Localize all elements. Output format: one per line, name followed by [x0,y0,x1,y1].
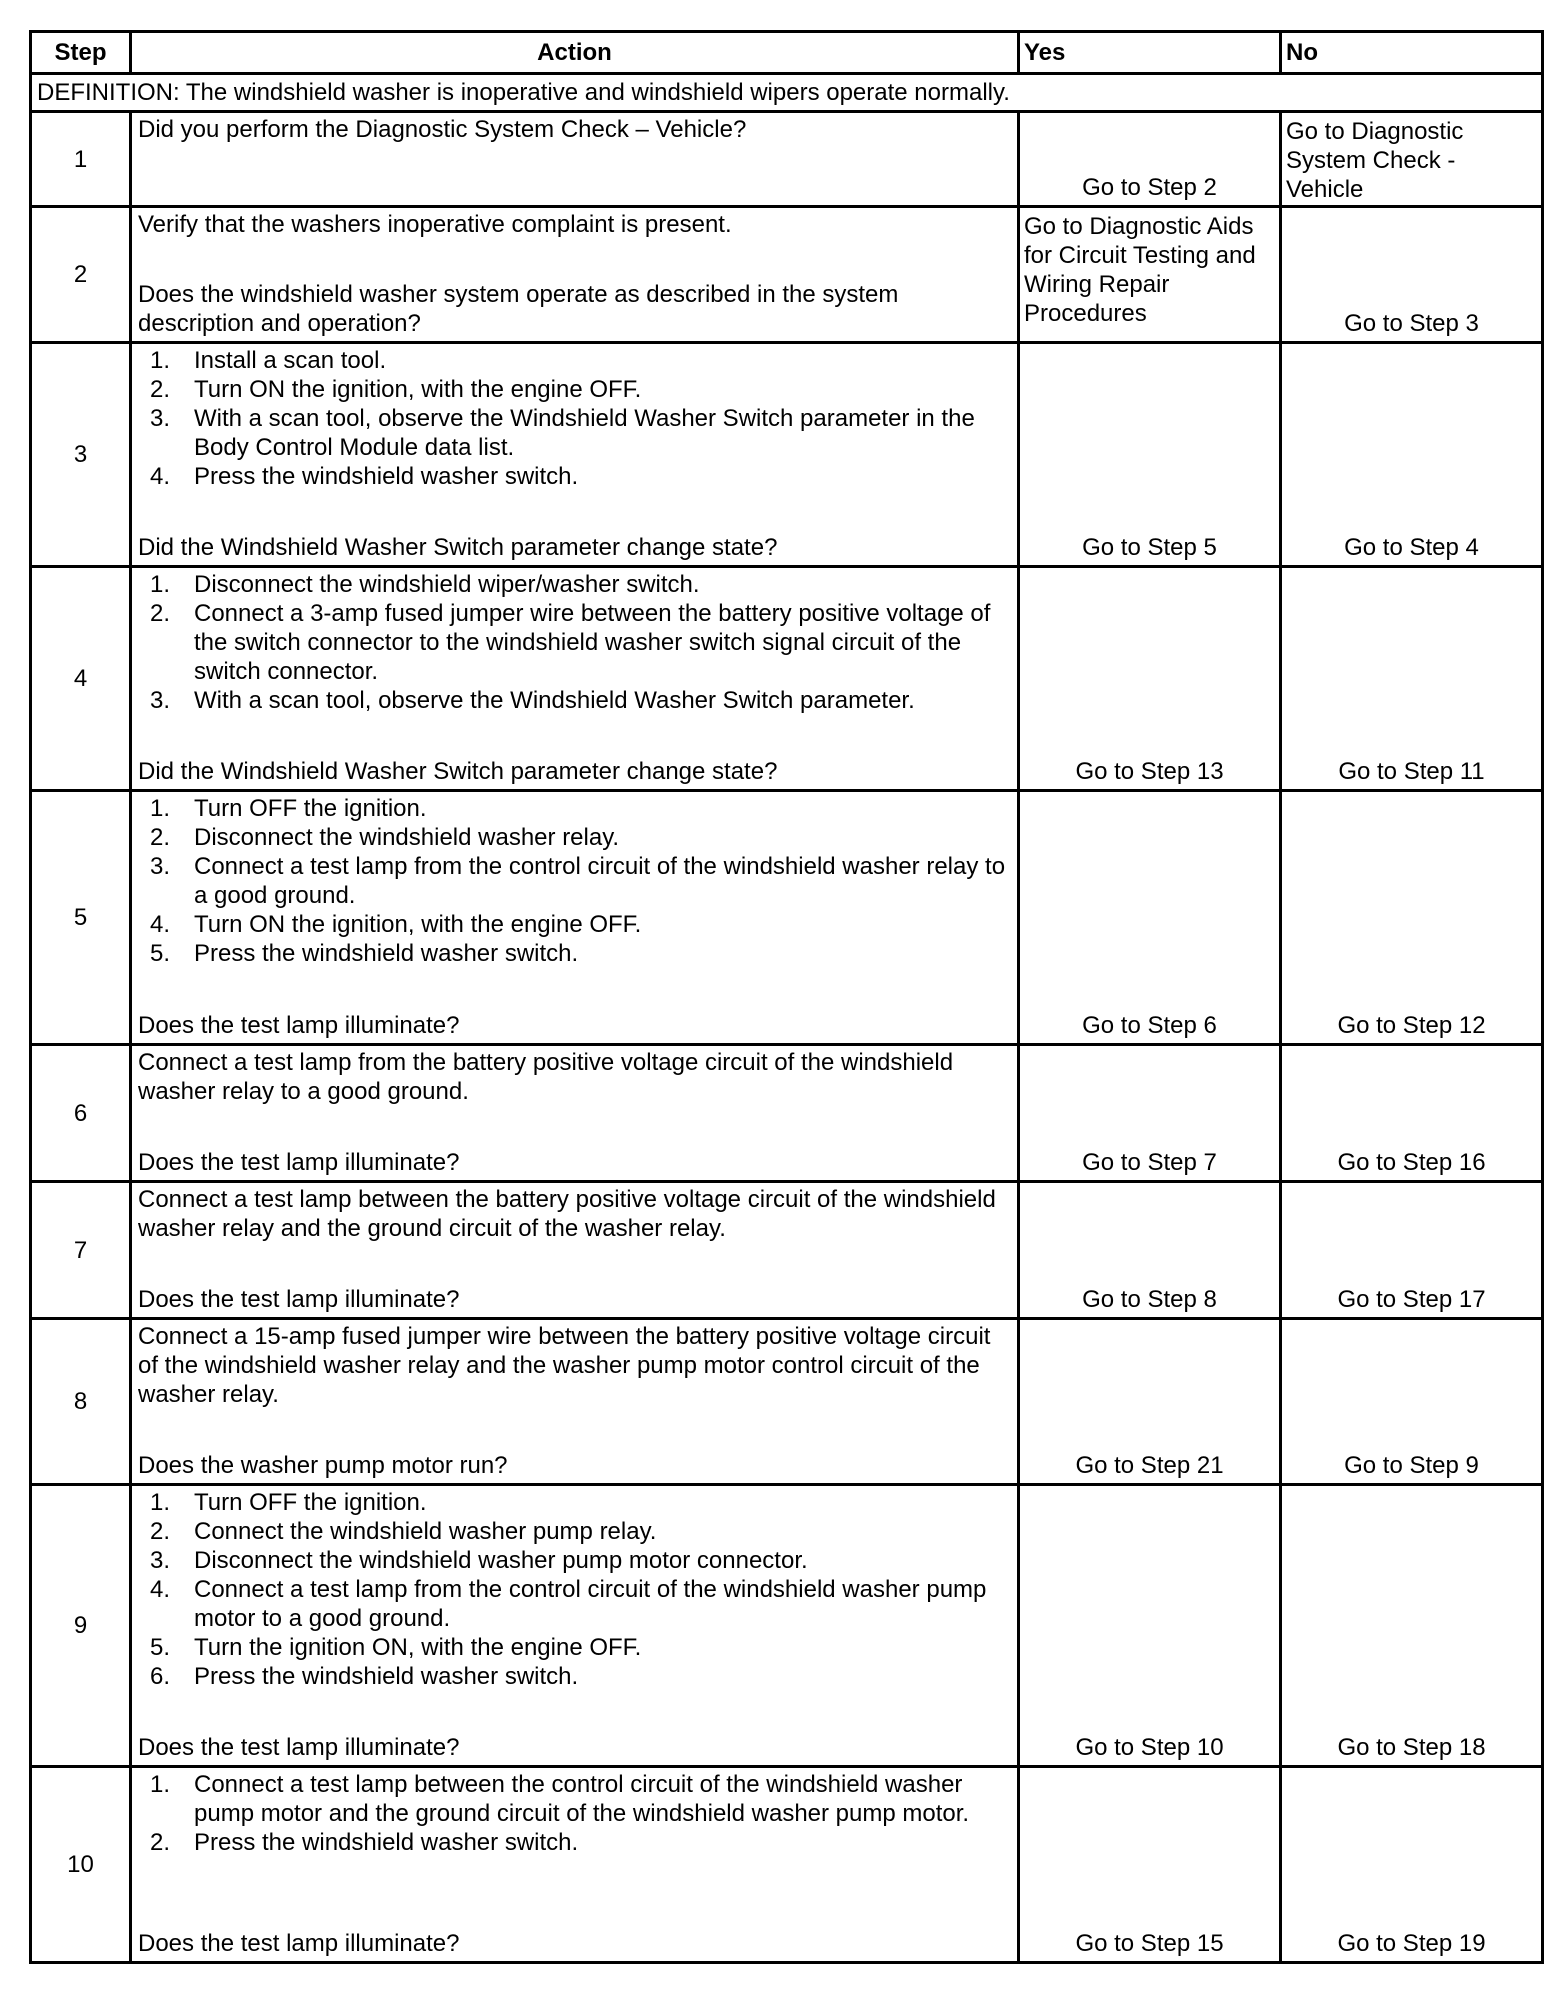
action-list [138,1488,1011,1691]
list-item-number: 4. [150,463,171,490]
step-number: 9 [31,1485,131,1767]
definition-row [31,74,1543,112]
list-item-number: 1. [150,795,171,822]
list-item-number: 2. [150,824,171,851]
action-list [138,1770,1011,1857]
action-instruction: Connect a 15-amp fused jumper wire between the battery positive voltage circuit of the windshield washer relay and the washer pump motor control circuit of the washer relay. [138,1323,991,1408]
definition-text: DEFINITION: The windshield washer is inoperative and windshield wipers operate normally. [31,74,1543,112]
list-item-text: Turn OFF the ignition. [194,1489,427,1516]
action-cell [131,567,1019,791]
step-number: 4 [31,567,131,791]
step-number: 8 [31,1319,131,1485]
list-item-text: Disconnect the windshield washer pump motor connector. [194,1547,808,1574]
no-result: Go to Step 16 [1281,1045,1543,1182]
step-number: 7 [31,1182,131,1319]
list-item-text: Press the windshield washer switch. [194,1663,579,1690]
diagnostic-table [29,30,1544,1964]
list-item-text: With a scan tool, observe the Windshield Washer Switch parameter. [194,687,915,714]
list-item [150,1488,1011,1517]
list-item [150,599,1011,686]
yes-result: Go to Step 15 [1019,1767,1281,1963]
action-instruction: Connect a test lamp from the battery positive voltage circuit of the windshield washer relay to a good ground. [138,1049,954,1105]
list-item [150,375,1011,404]
action-cell [131,1319,1019,1485]
header-row [31,32,1543,74]
action-cell [131,1485,1019,1767]
no-result: Go to Step 17 [1281,1182,1543,1319]
action-cell [131,791,1019,1045]
list-item-number: 1. [150,1771,171,1798]
header-step: Step [31,32,131,74]
yes-result: Go to Step 2 [1019,112,1281,207]
table-row [31,112,1543,207]
yes-result: Go to Step 8 [1019,1182,1281,1319]
list-item-text: Connect a test lamp from the control circuit of the windshield washer relay to a good ground. [194,853,1006,909]
no-result: Go to Step 12 [1281,791,1543,1045]
action-cell [131,112,1019,207]
list-item [150,1575,1011,1633]
list-item-number: 4. [150,1576,171,1603]
header-no: No [1281,32,1543,74]
list-item [150,686,1011,715]
list-item-text: Connect the windshield washer pump relay. [194,1518,657,1545]
action-question: Did the Windshield Washer Switch parameter change state? [138,758,778,785]
action-question: Does the test lamp illuminate? [138,1149,460,1176]
list-item [150,1517,1011,1546]
list-item [150,1828,1011,1857]
list-item-number: 1. [150,571,171,598]
step-number: 3 [31,343,131,567]
table-row [31,1319,1543,1485]
list-item-number: 2. [150,1518,171,1545]
list-item-number: 3. [150,853,171,880]
action-list [138,794,1011,968]
list-item-number: 1. [150,347,171,374]
list-item-text: Connect a 3-amp fused jumper wire between the battery positive voltage of the switch connector to the windshield washer switch signal circuit of the switch connector. [194,600,991,685]
action-question: Does the test lamp illuminate? [138,1012,460,1039]
step-number: 5 [31,791,131,1045]
action-question: Does the windshield washer system operate as described in the system description and operation? [138,281,899,337]
list-item-text: With a scan tool, observe the Windshield Washer Switch parameter in the Body Control Module data list. [194,405,975,461]
table-row [31,567,1543,791]
yes-result: Go to Step 21 [1019,1319,1281,1485]
action-instruction: Verify that the washers inoperative complaint is present. [138,211,732,238]
list-item [150,570,1011,599]
list-item-number: 4. [150,911,171,938]
list-item-number: 5. [150,940,171,967]
action-instruction: Connect a test lamp between the battery positive voltage circuit of the windshield washer relay and the ground circuit of the washer relay. [138,1186,996,1242]
action-question: Did the Windshield Washer Switch parameter change state? [138,534,778,561]
list-item [150,823,1011,852]
action-instruction: Did you perform the Diagnostic System Check – Vehicle? [138,116,747,143]
yes-result: Go to Step 13 [1019,567,1281,791]
list-item [150,462,1011,491]
list-item [150,852,1011,910]
list-item-text: Press the windshield washer switch. [194,463,579,490]
list-item-text: Connect a test lamp from the control circuit of the windshield washer pump motor to a good ground. [194,1576,987,1632]
action-question: Does the test lamp illuminate? [138,1930,460,1957]
no-result: Go to Step 4 [1281,343,1543,567]
list-item-text: Turn OFF the ignition. [194,795,427,822]
no-result: Go to Step 3 [1281,207,1543,343]
action-question: Does the test lamp illuminate? [138,1286,460,1313]
list-item-number: 3. [150,405,171,432]
yes-result: Go to Step 7 [1019,1045,1281,1182]
step-number: 1 [31,112,131,207]
table-row [31,343,1543,567]
list-item-number: 2. [150,600,171,627]
list-item-text: Disconnect the windshield washer relay. [194,824,620,851]
list-item [150,1662,1011,1691]
yes-result: Go to Step 5 [1019,343,1281,567]
list-item-number: 3. [150,687,171,714]
list-item-number: 2. [150,1829,171,1856]
action-cell [131,1182,1019,1319]
list-item-text: Turn ON the ignition, with the engine OFF. [194,911,642,938]
list-item-number: 6. [150,1663,171,1690]
step-number: 2 [31,207,131,343]
list-item-text: Press the windshield washer switch. [194,940,579,967]
action-question: Does the test lamp illuminate? [138,1734,460,1761]
list-item-text: Press the windshield washer switch. [194,1829,579,1856]
no-result: Go to Step 18 [1281,1485,1543,1767]
no-result: Go to Diagnostic System Check - Vehicle [1281,112,1543,207]
list-item [150,1546,1011,1575]
table-row [31,1485,1543,1767]
list-item-text: Turn ON the ignition, with the engine OFF. [194,376,642,403]
table-row [31,1045,1543,1182]
no-result: Go to Step 11 [1281,567,1543,791]
list-item-text: Turn the ignition ON, with the engine OFF. [194,1634,642,1661]
step-number: 10 [31,1767,131,1963]
yes-result: Go to Step 10 [1019,1485,1281,1767]
list-item [150,939,1011,968]
header-action: Action [131,32,1019,74]
action-cell [131,343,1019,567]
action-list [138,346,1011,491]
no-result: Go to Step 9 [1281,1319,1543,1485]
table-row [31,207,1543,343]
yes-result: Go to Step 6 [1019,791,1281,1045]
table-row [31,1182,1543,1319]
list-item-text: Connect a test lamp between the control circuit of the windshield washer pump motor and the ground circuit of the windshield washer pump motor. [194,1771,970,1827]
action-cell [131,1045,1019,1182]
action-list [138,570,1011,715]
yes-result: Go to Diagnostic Aids for Circuit Testing and Wiring Repair Procedures [1019,207,1281,343]
list-item-number: 5. [150,1634,171,1661]
no-result: Go to Step 19 [1281,1767,1543,1963]
diagnostic-table-page [29,30,1541,1964]
list-item-number: 1. [150,1489,171,1516]
step-number: 6 [31,1045,131,1182]
action-question: Does the washer pump motor run? [138,1452,508,1479]
table-row [31,1767,1543,1963]
list-item [150,1633,1011,1662]
table-row [31,791,1543,1045]
list-item [150,346,1011,375]
list-item-text: Disconnect the windshield wiper/washer switch. [194,571,700,598]
list-item-number: 3. [150,1547,171,1574]
list-item [150,794,1011,823]
action-cell [131,1767,1019,1963]
action-cell [131,207,1019,343]
list-item [150,404,1011,462]
list-item [150,910,1011,939]
header-yes: Yes [1019,32,1281,74]
list-item [150,1770,1011,1828]
list-item-text: Install a scan tool. [194,347,387,374]
list-item-number: 2. [150,376,171,403]
